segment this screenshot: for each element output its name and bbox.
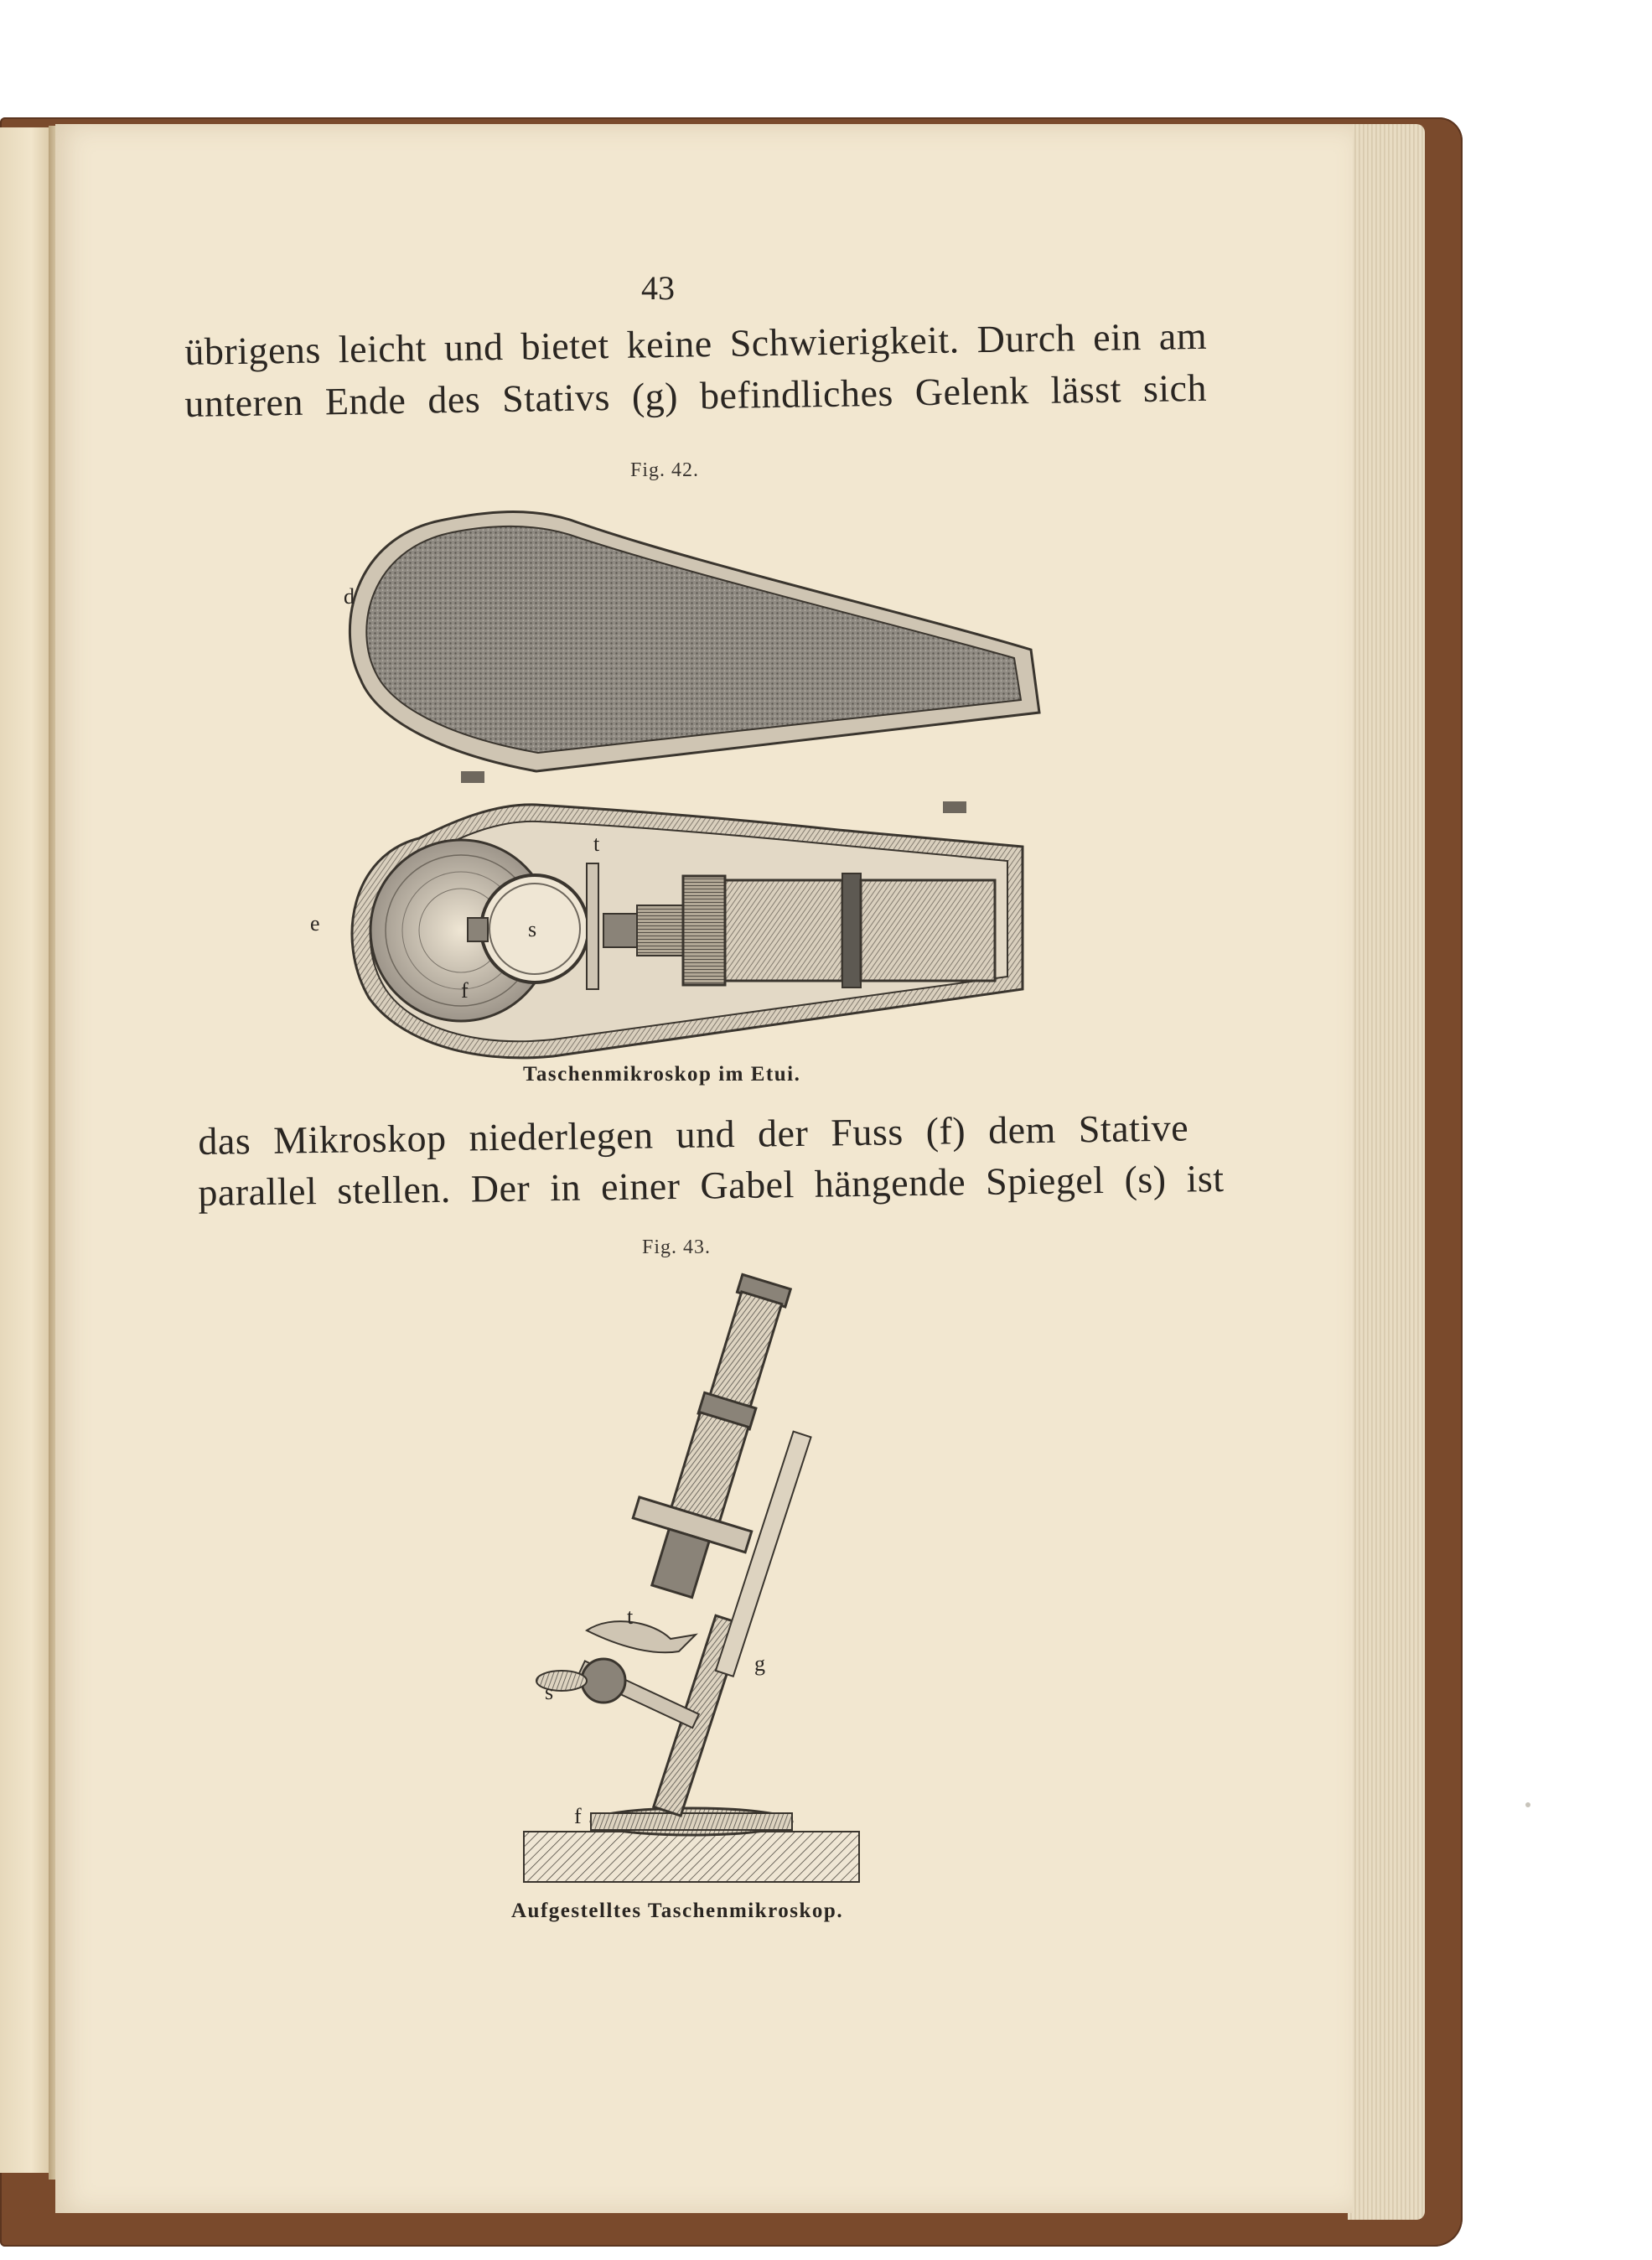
figure-label: Fig. 43. xyxy=(642,1236,712,1258)
text-line: das Mikroskop niederlegen und der Fuss (f) dem Stative xyxy=(198,1106,1189,1163)
label-d: d xyxy=(344,584,355,609)
figure-label: Fig. 42. xyxy=(630,459,700,481)
left-page-edge xyxy=(0,127,52,2173)
label-e: e xyxy=(310,911,320,936)
label-g: g xyxy=(754,1651,765,1676)
figure-42-illustration xyxy=(310,486,1039,1081)
figure-43-illustration xyxy=(511,1262,872,1899)
label-f: f xyxy=(461,978,469,1003)
text-line: übrigens leicht und bietet keine Schwierigkeit. Durch ein am xyxy=(184,314,1208,373)
figure-caption: Aufgestelltes Taschenmikroskop. xyxy=(511,1900,844,1922)
page-number: 43 xyxy=(641,269,675,307)
label-t: t xyxy=(593,832,600,856)
text-line: parallel stellen. Der in einer Gabel hängende Spiegel (s) ist xyxy=(198,1156,1225,1214)
label-s: s xyxy=(545,1680,554,1704)
label-s: s xyxy=(528,917,537,941)
dust-speck xyxy=(1525,1802,1530,1807)
page-edges xyxy=(1348,124,1425,2220)
text-line: unteren Ende des Stativs (g) befindliches Gelenk lässt sich xyxy=(184,365,1208,425)
label-t: t xyxy=(627,1604,634,1629)
label-f: f xyxy=(574,1804,582,1828)
figure-caption: Taschenmikroskop im Etui. xyxy=(523,1063,801,1086)
